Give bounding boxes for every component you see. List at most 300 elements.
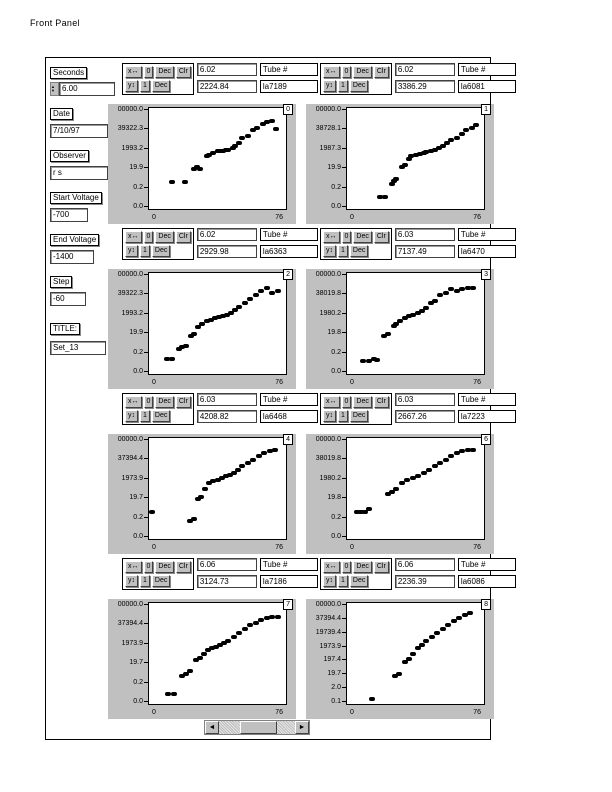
x-axis-min-label: 0 <box>350 379 354 386</box>
data-point <box>187 669 193 673</box>
y-tick-label: 00000.0 <box>316 271 346 278</box>
y-tick-label: 0.0 <box>133 533 148 540</box>
observer-input[interactable]: r s <box>50 166 108 180</box>
data-point <box>171 692 177 696</box>
scale-button-box <box>320 228 392 260</box>
y-tick-label: 00000.0 <box>316 106 346 113</box>
tube-number-label: Tube # <box>458 63 516 76</box>
data-point <box>467 611 473 615</box>
y-tick-label: 0.2 <box>133 184 148 191</box>
y-tick-label: 0.2 <box>133 679 148 686</box>
waveform-graph <box>306 434 494 554</box>
scale-button-box <box>320 63 392 95</box>
data-point <box>202 487 208 491</box>
y-tick-label: 19739.4 <box>316 629 346 636</box>
y-tick-label: 0.0 <box>133 698 148 705</box>
data-point <box>245 461 251 465</box>
y-tick-label: 1973.9 <box>320 643 346 650</box>
data-point <box>415 474 421 478</box>
y-tick-label: 00000.0 <box>118 106 148 113</box>
data-point <box>275 289 281 293</box>
channel-1-button[interactable]: 1 <box>140 410 150 422</box>
y-tick-label: 00000.0 <box>118 436 148 443</box>
y-tick-label: 1993.2 <box>122 310 148 317</box>
y-autoscale-icon[interactable]: y↕ <box>323 575 336 587</box>
data-point <box>258 289 264 293</box>
voltage-field[interactable]: 6.02 <box>395 63 455 76</box>
y-autoscale-icon[interactable]: y↕ <box>125 80 138 92</box>
control-cluster <box>320 558 498 598</box>
data-point <box>382 195 388 199</box>
x-axis-min-label: 0 <box>350 544 354 551</box>
data-point <box>399 481 405 485</box>
data-point <box>448 454 454 458</box>
plot-area <box>346 272 485 375</box>
y-tick-label: 39322.3 <box>118 125 148 132</box>
y-tick-label: 37394.4 <box>118 620 148 627</box>
y-autoscale-icon[interactable]: y↕ <box>323 80 336 92</box>
y-tick-label: 00000.0 <box>316 436 346 443</box>
data-point <box>253 293 259 297</box>
observer-label: Observer <box>50 150 89 162</box>
data-point <box>470 448 476 452</box>
data-point <box>197 656 203 660</box>
y-autoscale-icon[interactable]: y↕ <box>125 245 138 257</box>
step-input[interactable]: -60 <box>50 292 86 306</box>
dec-button[interactable]: Dec <box>353 396 371 408</box>
data-point <box>451 619 457 623</box>
control-cluster <box>320 63 498 103</box>
y-tick-label: 1980.2 <box>320 310 346 317</box>
channel-1-button[interactable]: 1 <box>140 575 150 587</box>
waveform-graph <box>306 269 494 389</box>
data-point <box>459 132 465 136</box>
plot-area <box>148 272 287 375</box>
y-tick-label: 19.9 <box>129 329 148 336</box>
control-cluster <box>320 228 498 268</box>
chart-group <box>108 61 300 226</box>
dec-button[interactable]: Dec <box>155 231 173 243</box>
dec-button[interactable]: Dec <box>155 66 173 78</box>
x-axis-max-label: 76 <box>275 709 283 716</box>
tube-id-field[interactable]: la7186 <box>260 575 318 588</box>
data-point <box>410 652 416 656</box>
scroll-right-button[interactable]: ► <box>295 721 309 734</box>
data-point <box>254 126 260 130</box>
reading-field[interactable]: 2224.84 <box>197 80 257 93</box>
data-point <box>239 464 245 468</box>
waveform-graph <box>108 104 296 224</box>
plot-area <box>346 437 485 540</box>
y-tick-label: 197.4 <box>323 656 346 663</box>
data-point <box>366 507 372 511</box>
y-autoscale-icon[interactable]: y↕ <box>125 410 138 422</box>
reading-field[interactable]: 2667.26 <box>395 410 455 423</box>
x-axis-min-label: 0 <box>152 544 156 551</box>
dec-button[interactable]: Dec <box>152 575 170 587</box>
chart-group <box>108 226 300 391</box>
y-tick-label: 1973.9 <box>122 640 148 647</box>
scale-button-box <box>122 228 194 260</box>
clr-button[interactable]: Clr <box>374 561 389 573</box>
y-tick-label: 0.0 <box>133 368 148 375</box>
tube-id-field[interactable]: la6086 <box>458 575 516 588</box>
channel-0-button[interactable]: 0 <box>342 66 352 78</box>
waveform-graph <box>108 269 296 389</box>
y-axis-labels <box>306 434 346 554</box>
data-point <box>197 167 203 171</box>
dec-button[interactable]: Dec <box>155 396 173 408</box>
y-tick-label: 38019.8 <box>316 455 346 462</box>
reading-field[interactable]: 2236.39 <box>395 575 455 588</box>
scrollbar-track[interactable] <box>219 721 295 734</box>
data-point <box>236 141 242 145</box>
data-point <box>402 163 408 167</box>
data-point <box>432 299 438 303</box>
reading-field[interactable]: 7137.49 <box>395 245 455 258</box>
y-axis-labels <box>306 269 346 389</box>
tube-number-label: Tube # <box>260 228 318 241</box>
y-tick-label: 39322.3 <box>118 290 148 297</box>
data-point <box>245 134 251 138</box>
chart-group <box>306 391 498 556</box>
data-point <box>225 639 231 643</box>
y-tick-label: 1993.2 <box>122 145 148 152</box>
y-tick-label: 19.8 <box>327 494 346 501</box>
x-autoscale-icon[interactable]: x↔ <box>323 66 340 78</box>
channel-0-button[interactable]: 0 <box>342 561 352 573</box>
data-point <box>250 458 256 462</box>
chart-index-badge: 0 <box>283 104 293 115</box>
chart-index-badge: 4 <box>283 434 293 445</box>
voltage-field[interactable]: 6.02 <box>197 228 257 241</box>
data-point <box>191 332 197 336</box>
y-tick-label: 37394.4 <box>316 615 346 622</box>
scale-button-box <box>122 63 194 95</box>
clr-button[interactable]: Clr <box>374 396 389 408</box>
y-axis-labels <box>108 269 148 389</box>
seconds-input[interactable]: 6.00 <box>59 82 115 96</box>
control-cluster <box>122 558 300 598</box>
x-autoscale-icon[interactable]: x↔ <box>125 561 142 573</box>
chart-index-badge: 8 <box>481 599 491 610</box>
dec-button[interactable]: Dec <box>152 410 170 422</box>
chart-group <box>306 61 498 226</box>
dec-button[interactable]: Dec <box>155 561 173 573</box>
x-axis-min-label: 0 <box>152 709 156 716</box>
data-point <box>374 358 380 362</box>
y-tick-label: 19.9 <box>129 164 148 171</box>
date-label: Date <box>50 108 73 120</box>
tube-number-label: Tube # <box>458 228 516 241</box>
dec-button[interactable]: Dec <box>350 245 368 257</box>
scale-button-box <box>122 558 194 590</box>
dec-button[interactable]: Dec <box>350 80 368 92</box>
data-point <box>396 672 402 676</box>
end-voltage-input[interactable]: -1400 <box>50 250 94 264</box>
data-point <box>421 471 427 475</box>
data-point <box>253 621 259 625</box>
y-tick-label: 38728.1 <box>316 125 346 132</box>
x-autoscale-icon[interactable]: x↔ <box>323 561 340 573</box>
chart-group <box>306 556 498 721</box>
control-cluster <box>320 393 498 433</box>
y-tick-label: 1980.2 <box>320 475 346 482</box>
y-tick-label: 38019.8 <box>316 290 346 297</box>
x-axis-min-label: 0 <box>152 214 156 221</box>
data-point <box>231 635 237 639</box>
channel-0-button[interactable]: 0 <box>144 396 154 408</box>
scale-button-box <box>320 393 392 425</box>
data-point <box>454 136 460 140</box>
front-panel-window <box>45 57 491 740</box>
data-point <box>235 468 241 472</box>
voltage-field[interactable]: 6.03 <box>197 393 257 406</box>
spinner-up-icon[interactable]: ▲ <box>51 84 55 89</box>
waveform-graph <box>108 599 296 719</box>
data-point <box>443 291 449 295</box>
reading-field[interactable]: 4208.82 <box>197 410 257 423</box>
waveform-graph <box>306 104 494 224</box>
data-point <box>437 461 443 465</box>
data-point <box>275 615 281 619</box>
data-point <box>432 464 438 468</box>
dec-button[interactable]: Dec <box>353 231 371 243</box>
y-axis-labels <box>108 104 148 224</box>
data-point <box>470 286 476 290</box>
seconds-spinner[interactable] <box>50 82 59 96</box>
data-point <box>242 627 248 631</box>
scale-button-box <box>122 393 194 425</box>
dec-button[interactable]: Dec <box>350 410 368 422</box>
title-label: TITLE: <box>50 323 80 335</box>
data-point <box>393 487 399 491</box>
channel-1-button[interactable]: 1 <box>140 80 150 92</box>
waveform-graph <box>306 599 494 719</box>
y-autoscale-icon[interactable]: y↕ <box>125 575 138 587</box>
tube-id-field[interactable]: la6363 <box>260 245 318 258</box>
data-point <box>236 631 242 635</box>
chart-index-badge: 7 <box>283 599 293 610</box>
clr-button[interactable]: Clr <box>176 561 191 573</box>
y-axis-labels <box>108 599 148 719</box>
channel-0-button[interactable]: 0 <box>144 231 154 243</box>
chart-index-badge: 6 <box>481 434 491 445</box>
y-autoscale-icon[interactable]: y↕ <box>323 410 336 422</box>
y-tick-label: 0.0 <box>331 368 346 375</box>
plot-area <box>148 107 287 210</box>
y-tick-label: 19.8 <box>327 329 346 336</box>
data-point <box>273 127 279 131</box>
tube-id-field[interactable]: la6470 <box>458 245 516 258</box>
data-point <box>169 357 175 361</box>
y-tick-label: 37394.4 <box>118 455 148 462</box>
x-autoscale-icon[interactable]: x↔ <box>125 396 142 408</box>
channel-1-button[interactable]: 1 <box>140 245 150 257</box>
data-point <box>198 495 204 499</box>
y-tick-label: 00000.0 <box>118 601 148 608</box>
y-tick-label: 0.2 <box>331 514 346 521</box>
chart-index-badge: 2 <box>283 269 293 280</box>
title-input[interactable]: Set_13 <box>50 341 106 355</box>
channel-0-button[interactable]: 0 <box>144 561 154 573</box>
dec-button[interactable]: Dec <box>353 561 371 573</box>
dec-button[interactable]: Dec <box>152 80 170 92</box>
voltage-field[interactable]: 6.06 <box>197 558 257 571</box>
channel-0-button[interactable]: 0 <box>342 231 352 243</box>
data-point <box>264 286 270 290</box>
y-tick-label: 0.2 <box>331 349 346 356</box>
x-axis-max-label: 76 <box>473 379 481 386</box>
y-axis-labels <box>108 434 148 554</box>
x-axis-max-label: 76 <box>473 544 481 551</box>
y-tick-label: 1987.3 <box>320 145 346 152</box>
scale-button-box <box>320 558 392 590</box>
data-point <box>426 468 432 472</box>
end-voltage-label: End Voltage <box>50 234 99 246</box>
y-tick-label: 19.7 <box>129 659 148 666</box>
channel-1-button[interactable]: 1 <box>338 575 348 587</box>
x-axis-max-label: 76 <box>473 709 481 716</box>
x-axis-max-label: 76 <box>275 379 283 386</box>
channel-0-button[interactable]: 0 <box>144 66 154 78</box>
chart-group <box>306 226 498 391</box>
y-tick-label: 1973.9 <box>122 475 148 482</box>
scroll-left-button[interactable]: ◄ <box>205 721 219 734</box>
data-point <box>445 623 451 627</box>
y-tick-label: 0.2 <box>331 184 346 191</box>
voltage-field[interactable]: 6.03 <box>395 393 455 406</box>
y-axis-labels <box>306 599 346 719</box>
y-tick-label: 0.2 <box>133 514 148 521</box>
data-point <box>406 657 412 661</box>
chart-group <box>108 556 300 721</box>
y-tick-label: 19.7 <box>327 670 346 677</box>
y-tick-label: 00000.0 <box>118 271 148 278</box>
data-point <box>385 332 391 336</box>
waveform-graph <box>108 434 296 554</box>
data-point <box>423 639 429 643</box>
tube-number-label: Tube # <box>260 393 318 406</box>
data-point <box>182 180 188 184</box>
page-title: Front Panel <box>30 18 80 28</box>
y-autoscale-icon[interactable]: y↕ <box>323 245 336 257</box>
tube-id-field[interactable]: la7189 <box>260 80 318 93</box>
data-point <box>242 301 248 305</box>
channel-1-button[interactable]: 1 <box>338 410 348 422</box>
clr-button[interactable]: Clr <box>374 66 389 78</box>
x-autoscale-icon[interactable]: x↔ <box>125 231 142 243</box>
horizontal-scrollbar[interactable] <box>204 720 310 735</box>
plot-area <box>148 602 287 705</box>
channel-1-button[interactable]: 1 <box>338 245 348 257</box>
dec-button[interactable]: Dec <box>350 575 368 587</box>
x-autoscale-icon[interactable]: x↔ <box>125 66 142 78</box>
x-axis-min-label: 0 <box>350 214 354 221</box>
data-point <box>191 517 197 521</box>
data-point <box>369 697 375 701</box>
reading-field[interactable]: 3386.29 <box>395 80 455 93</box>
y-tick-label: 19.7 <box>129 494 148 501</box>
clr-button[interactable]: Clr <box>176 231 191 243</box>
tube-number-label: Tube # <box>260 63 318 76</box>
x-autoscale-icon[interactable]: x↔ <box>323 231 340 243</box>
data-point <box>423 306 429 310</box>
voltage-field[interactable]: 6.06 <box>395 558 455 571</box>
tube-id-field[interactable]: la7223 <box>458 410 516 423</box>
data-point <box>429 635 435 639</box>
y-tick-label: 0.1 <box>331 698 346 705</box>
tube-number-label: Tube # <box>260 558 318 571</box>
y-tick-label: 2.0 <box>331 684 346 691</box>
data-point <box>473 123 479 127</box>
reading-field[interactable]: 2929.98 <box>197 245 257 258</box>
channel-1-button[interactable]: 1 <box>338 80 348 92</box>
x-axis-min-label: 0 <box>350 709 354 716</box>
x-axis-max-label: 76 <box>275 214 283 221</box>
plot-area <box>346 602 485 705</box>
spinner-down-icon[interactable]: ▼ <box>51 88 55 93</box>
tube-id-field[interactable]: la6468 <box>260 410 318 423</box>
y-tick-label: 0.2 <box>133 349 148 356</box>
data-point <box>434 631 440 635</box>
data-point <box>269 119 275 123</box>
reading-field[interactable]: 3124.73 <box>197 575 257 588</box>
data-point <box>247 297 253 301</box>
data-point <box>236 305 242 309</box>
data-point <box>169 180 175 184</box>
channel-0-button[interactable]: 0 <box>342 396 352 408</box>
start-voltage-input[interactable]: -700 <box>50 208 88 222</box>
chart-groups <box>108 61 498 721</box>
data-point <box>183 344 189 348</box>
y-axis-labels <box>306 104 346 224</box>
tube-number-label: Tube # <box>458 558 516 571</box>
tube-number-label: Tube # <box>458 393 516 406</box>
x-axis-max-label: 76 <box>275 544 283 551</box>
data-point <box>456 616 462 620</box>
control-cluster <box>122 393 300 433</box>
step-label: Step <box>50 276 72 288</box>
seconds-label: Seconds <box>50 67 87 79</box>
start-voltage-label: Start Voltage <box>50 192 102 204</box>
clr-button[interactable]: Clr <box>176 396 191 408</box>
tube-id-field[interactable]: la6081 <box>458 80 516 93</box>
control-cluster <box>122 63 300 103</box>
y-tick-label: 0.0 <box>133 203 148 210</box>
voltage-field[interactable]: 6.03 <box>395 228 455 241</box>
scrollbar-thumb[interactable] <box>240 721 277 734</box>
voltage-field[interactable]: 6.02 <box>197 63 257 76</box>
y-tick-label: 0.0 <box>331 203 346 210</box>
plot-area <box>148 437 287 540</box>
clr-button[interactable]: Clr <box>176 66 191 78</box>
chart-index-badge: 3 <box>481 269 491 280</box>
data-point <box>443 458 449 462</box>
data-point <box>256 454 262 458</box>
x-autoscale-icon[interactable]: x↔ <box>323 396 340 408</box>
dec-button[interactable]: Dec <box>353 66 371 78</box>
data-point <box>440 627 446 631</box>
y-tick-label: 0.0 <box>331 533 346 540</box>
y-tick-label: 00000.0 <box>316 601 346 608</box>
y-tick-label: 19.9 <box>327 164 346 171</box>
clr-button[interactable]: Clr <box>374 231 389 243</box>
data-point <box>149 510 155 514</box>
date-input[interactable]: 7/10/97 <box>50 124 108 138</box>
dec-button[interactable]: Dec <box>152 245 170 257</box>
x-axis-min-label: 0 <box>152 379 156 386</box>
